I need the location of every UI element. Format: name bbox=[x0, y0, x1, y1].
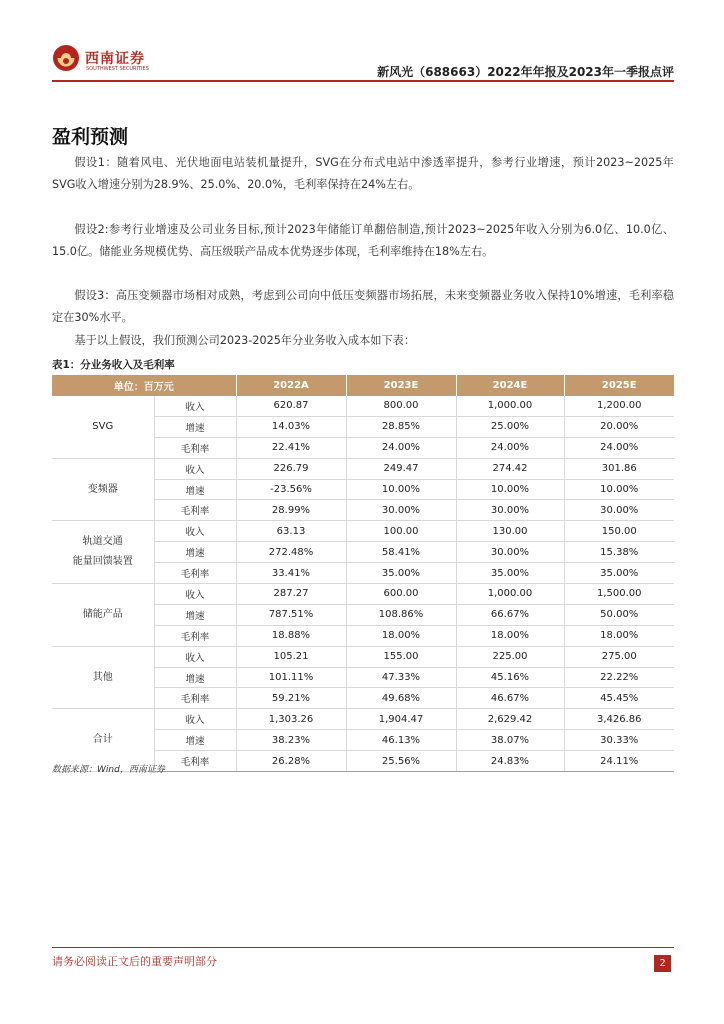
value-cell: 46.67% bbox=[456, 688, 564, 709]
page-number: 2 bbox=[654, 955, 671, 972]
metric-label-cell: 毛利率 bbox=[154, 500, 236, 521]
value-cell: 1,000.00 bbox=[456, 584, 564, 605]
company-logo bbox=[52, 44, 162, 74]
metric-label-cell: 增速 bbox=[154, 730, 236, 751]
value-cell: 1,904.47 bbox=[346, 709, 456, 730]
value-cell: 155.00 bbox=[346, 646, 456, 667]
assumption-paragraph-2: 假设2:参考行业增速及公司业务目标,预计2023年储能订单翻倍制造,预计2023~2025年收入分别为6.0亿、10.0亿、15.0亿。储能业务规模优势、高压级联产品成本优势逐步体现，毛利率维持在18%左右。 bbox=[52, 223, 674, 258]
year-header: 2024E bbox=[456, 375, 564, 396]
value-cell: 14.03% bbox=[236, 416, 346, 437]
table-row bbox=[52, 646, 674, 667]
footer-divider bbox=[52, 947, 674, 948]
value-cell: 24.00% bbox=[456, 437, 564, 458]
table-row bbox=[52, 584, 674, 605]
value-cell: 100.00 bbox=[346, 521, 456, 542]
metric-label-cell: 增速 bbox=[154, 542, 236, 563]
revenue-margin-table-container bbox=[52, 375, 674, 772]
value-cell: 30.00% bbox=[564, 500, 674, 521]
value-cell: 787.51% bbox=[236, 604, 346, 625]
year-header: 2022A bbox=[236, 375, 346, 396]
year-header: 2023E bbox=[346, 375, 456, 396]
value-cell: 45.45% bbox=[564, 688, 674, 709]
value-cell: 10.00% bbox=[456, 479, 564, 500]
metric-label-cell: 增速 bbox=[154, 604, 236, 625]
metric-label-cell: 收入 bbox=[154, 521, 236, 542]
segment-name-cell: 储能产品 bbox=[52, 584, 154, 647]
value-cell: 66.67% bbox=[456, 604, 564, 625]
value-cell: 58.41% bbox=[346, 542, 456, 563]
value-cell: 1,303.26 bbox=[236, 709, 346, 730]
metric-label-cell: 增速 bbox=[154, 667, 236, 688]
table-row bbox=[52, 521, 674, 542]
value-cell: 105.21 bbox=[236, 646, 346, 667]
value-cell: 1,200.00 bbox=[564, 396, 674, 416]
metric-label-cell: 毛利率 bbox=[154, 563, 236, 584]
logo-text-cn: 西南证券 bbox=[85, 51, 145, 67]
metric-label-cell: 毛利率 bbox=[154, 625, 236, 646]
value-cell: 20.00% bbox=[564, 416, 674, 437]
metric-label-cell: 收入 bbox=[154, 396, 236, 416]
logo-text-en: SOUTHWEST SECURITIES bbox=[86, 66, 149, 72]
value-cell: 2,629.42 bbox=[456, 709, 564, 730]
value-cell: 49.68% bbox=[346, 688, 456, 709]
metric-label-cell: 收入 bbox=[154, 646, 236, 667]
value-cell: 59.21% bbox=[236, 688, 346, 709]
value-cell: 50.00% bbox=[564, 604, 674, 625]
value-cell: 800.00 bbox=[346, 396, 456, 416]
value-cell: 275.00 bbox=[564, 646, 674, 667]
value-cell: 108.86% bbox=[346, 604, 456, 625]
value-cell: 287.27 bbox=[236, 584, 346, 605]
value-cell: 24.00% bbox=[346, 437, 456, 458]
value-cell: 101.11% bbox=[236, 667, 346, 688]
value-cell: 28.85% bbox=[346, 416, 456, 437]
value-cell: 18.88% bbox=[236, 625, 346, 646]
table-row bbox=[52, 458, 674, 479]
value-cell: 46.13% bbox=[346, 730, 456, 751]
segment-name-cell: 轨道交通 能量回馈装置 bbox=[52, 521, 154, 584]
value-cell: 24.83% bbox=[456, 751, 564, 772]
value-cell: 63.13 bbox=[236, 521, 346, 542]
assumption-paragraph-3: 假设3：高压变频器市场相对成熟，考虑到公司向中低压变频器市场拓展，未来变频器业务收入保持10%增速，毛利率稳定在30%水平。 bbox=[52, 289, 674, 324]
value-cell: 35.00% bbox=[346, 563, 456, 584]
value-cell: 24.00% bbox=[564, 437, 674, 458]
table-row bbox=[52, 709, 674, 730]
value-cell: 130.00 bbox=[456, 521, 564, 542]
value-cell: 33.41% bbox=[236, 563, 346, 584]
value-cell: 249.47 bbox=[346, 458, 456, 479]
table-caption: 表1：分业务收入及毛利率 bbox=[52, 359, 175, 371]
value-cell: 30.00% bbox=[456, 500, 564, 521]
segment-name-cell: SVG bbox=[52, 396, 154, 458]
assumption-paragraph-1: 假设1：随着风电、光伏地面电站装机量提升，SVG在分布式电站中渗透率提升，参考行业增速，预计2023~2025年SVG收入增速分别为28.9%、25.0%、20.0%，毛利率保持在24%左右。 bbox=[52, 156, 674, 191]
value-cell: 22.41% bbox=[236, 437, 346, 458]
value-cell: 45.16% bbox=[456, 667, 564, 688]
table-source-note: 数据来源：Wind，西南证券 bbox=[52, 765, 165, 775]
table-row bbox=[52, 396, 674, 416]
metric-label-cell: 收入 bbox=[154, 584, 236, 605]
logo-emblem-icon bbox=[52, 44, 80, 72]
value-cell: 274.42 bbox=[456, 458, 564, 479]
table-header-row bbox=[52, 375, 674, 396]
value-cell: 24.11% bbox=[564, 751, 674, 772]
value-cell: 226.79 bbox=[236, 458, 346, 479]
value-cell: 35.00% bbox=[564, 563, 674, 584]
value-cell: 47.33% bbox=[346, 667, 456, 688]
value-cell: 18.00% bbox=[456, 625, 564, 646]
section-title: 盈利预测 bbox=[52, 126, 129, 148]
forecast-intro-paragraph: 基于以上假设，我们预测公司2023-2025年分业务收入成本如下表： bbox=[74, 334, 416, 347]
metric-label-cell: 毛利率 bbox=[154, 751, 236, 772]
metric-label-cell: 毛利率 bbox=[154, 437, 236, 458]
segment-name-cell: 变频器 bbox=[52, 458, 154, 521]
value-cell: 25.00% bbox=[456, 416, 564, 437]
report-title: 新风光（688663）2022年年报及2023年一季报点评 bbox=[377, 65, 674, 79]
revenue-margin-table bbox=[52, 375, 674, 772]
value-cell: 30.00% bbox=[346, 500, 456, 521]
header-divider bbox=[52, 80, 674, 82]
value-cell: 1,000.00 bbox=[456, 396, 564, 416]
value-cell: 25.56% bbox=[346, 751, 456, 772]
value-cell: 272.48% bbox=[236, 542, 346, 563]
metric-label-cell: 毛利率 bbox=[154, 688, 236, 709]
value-cell: 30.33% bbox=[564, 730, 674, 751]
metric-label-cell: 增速 bbox=[154, 479, 236, 500]
value-cell: 28.99% bbox=[236, 500, 346, 521]
value-cell: 30.00% bbox=[456, 542, 564, 563]
metric-label-cell: 收入 bbox=[154, 458, 236, 479]
table-body bbox=[52, 396, 674, 772]
metric-label-cell: 收入 bbox=[154, 709, 236, 730]
value-cell: 225.00 bbox=[456, 646, 564, 667]
value-cell: 301.86 bbox=[564, 458, 674, 479]
value-cell: 10.00% bbox=[564, 479, 674, 500]
value-cell: 38.07% bbox=[456, 730, 564, 751]
value-cell: 3,426.86 bbox=[564, 709, 674, 730]
value-cell: 18.00% bbox=[564, 625, 674, 646]
value-cell: 15.38% bbox=[564, 542, 674, 563]
segment-name-cell: 其他 bbox=[52, 646, 154, 709]
value-cell: 22.22% bbox=[564, 667, 674, 688]
value-cell: 10.00% bbox=[346, 479, 456, 500]
year-header: 2025E bbox=[564, 375, 674, 396]
value-cell: 35.00% bbox=[456, 563, 564, 584]
value-cell: 620.87 bbox=[236, 396, 346, 416]
value-cell: 150.00 bbox=[564, 521, 674, 542]
value-cell: 26.28% bbox=[236, 751, 346, 772]
page-header bbox=[52, 40, 674, 80]
value-cell: 600.00 bbox=[346, 584, 456, 605]
metric-label-cell: 增速 bbox=[154, 416, 236, 437]
disclaimer-note: 请务必阅读正文后的重要声明部分 bbox=[52, 955, 217, 968]
value-cell: 1,500.00 bbox=[564, 584, 674, 605]
unit-header: 单位：百万元 bbox=[52, 375, 236, 396]
value-cell: 18.00% bbox=[346, 625, 456, 646]
value-cell: -23.56% bbox=[236, 479, 346, 500]
segment-name-cell: 合计 bbox=[52, 709, 154, 772]
value-cell: 38.23% bbox=[236, 730, 346, 751]
